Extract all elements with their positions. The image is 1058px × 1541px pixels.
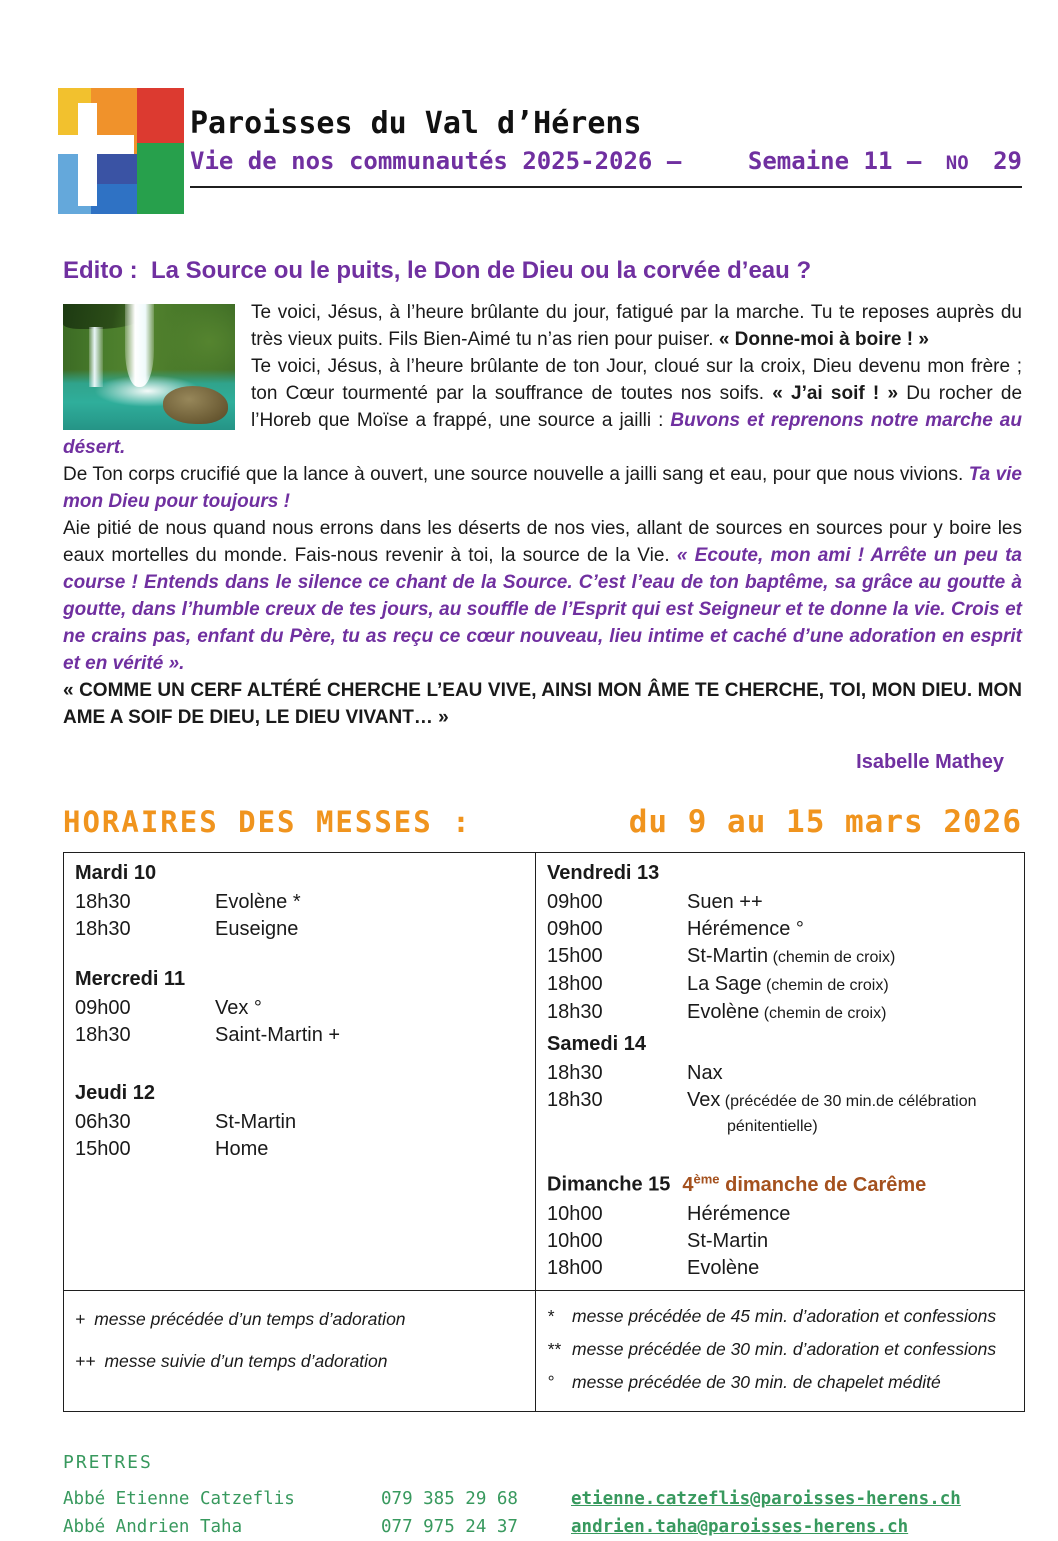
- mass-schedule-table: [63, 852, 1025, 1412]
- mass-place-name: Hérémence °: [687, 918, 804, 940]
- subtitle-week: Semaine 11 –: [747, 147, 922, 175]
- day-block: [547, 859, 1016, 1027]
- schedule-column-left: [64, 853, 536, 1290]
- mass-row: [75, 1022, 527, 1049]
- author-signature: Isabelle Mathey: [856, 751, 1004, 773]
- mass-place: [687, 889, 763, 916]
- mass-schedule-header: [63, 804, 1022, 840]
- mass-place-name: Vex °: [215, 997, 262, 1019]
- edito-text-segment: Buvons et reprenons notre marche au désert.: [63, 410, 1022, 458]
- mass-note: (chemin de croix): [761, 977, 889, 994]
- edito-body: [63, 299, 1022, 731]
- priest-name: Abbé Andrien Taha: [63, 1516, 243, 1537]
- priest-name: Abbé Etienne Catzeflis: [63, 1488, 295, 1509]
- day-block: [547, 1164, 1016, 1282]
- mass-place-name: La Sage: [687, 973, 762, 995]
- mass-schedule-section: [0, 804, 1058, 1412]
- edito-paragraph: [63, 461, 1022, 515]
- mass-place: [215, 995, 262, 1022]
- logo-segment-blue: [91, 184, 138, 214]
- mass-time: 18h30: [75, 891, 131, 913]
- mass-time: 09h00: [547, 918, 603, 940]
- mass-row: [547, 999, 1016, 1027]
- edito-text-segment: « COMME UN CERF ALTÉRÉ CHERCHE L’EAU VIVE, AINSI MON ÂME TE CHERCHE, TOI, MON DIEU. MON AME A SOIF DE DIEU, LE DIEU VIVANT… »: [63, 680, 1022, 728]
- mass-place-name: Evolène: [687, 1256, 760, 1279]
- mass-row: [547, 1228, 1016, 1255]
- mass-time: 15h00: [547, 945, 603, 967]
- mass-place: [687, 943, 895, 971]
- mass-place-name: St-Martin: [687, 945, 769, 967]
- edito-paragraph: [63, 515, 1022, 677]
- mass-row: [75, 995, 527, 1022]
- priest-email-link[interactable]: andrien.taha@paroisses-herens.ch: [571, 1516, 909, 1537]
- footnote: [75, 1349, 527, 1373]
- mass-time: 10h00: [547, 1229, 603, 1252]
- day-label: Vendredi 13: [547, 862, 660, 884]
- mass-place: [687, 1255, 759, 1282]
- mass-time: 18h30: [547, 1001, 603, 1023]
- newsletter-subtitle: [190, 147, 1022, 177]
- edito-text-segment: « Donne-moi à boire ! »: [718, 329, 929, 350]
- footnote-text: messe précédée de 30 min. d’adoration et confessions: [572, 1338, 997, 1359]
- mass-place: [687, 1060, 723, 1087]
- mass-note: (précédée de 30 min.de célébration: [720, 1093, 977, 1110]
- mass-place: [215, 916, 298, 943]
- mass-place-name: Evolène: [687, 1001, 760, 1023]
- mass-place-name: Euseigne: [215, 918, 299, 940]
- day-label: Dimanche 15: [547, 1173, 671, 1196]
- mass-row: [75, 1109, 527, 1136]
- footnote-text: messe précédée de 45 min. d’adoration et confessions: [572, 1305, 997, 1326]
- priest-row: [63, 1513, 1022, 1541]
- edito-text-segment: Aie pitié de nous quand nous errons dans les déserts de nos vies, allant de sources en sources pour y boire les eaux mortelles du monde. Fais-nous revenir à toi, la source de la Vie.: [63, 518, 1022, 566]
- mass-place: [687, 916, 804, 943]
- day-label-row: [75, 859, 527, 889]
- day-block: [75, 859, 527, 943]
- mass-place-name: Suen ++: [687, 891, 763, 913]
- waterfall-photo: [63, 304, 235, 430]
- mass-place-name: Evolène *: [215, 891, 301, 913]
- cross-icon: [78, 103, 97, 206]
- mass-row: [547, 916, 1016, 943]
- footnote-symbol: ++: [75, 1350, 96, 1371]
- logo-segment-red: [137, 88, 184, 143]
- mass-place: [687, 1087, 977, 1139]
- header-text-block: [190, 88, 1022, 188]
- cross-icon: [58, 135, 134, 154]
- mass-row: [547, 1060, 1016, 1087]
- edito-text-segment: Ta vie mon Dieu pour toujours !: [63, 464, 1022, 512]
- footnote-symbol: **: [547, 1338, 561, 1359]
- mass-time: 09h00: [75, 997, 131, 1019]
- mass-time: 15h00: [75, 1138, 131, 1160]
- priest-row: [63, 1485, 1022, 1513]
- edito-text-segment: Te voici, Jésus, à l’heure brûlante du jour, fatigué par la marche. Tu te reposes auprès du très vieux puits. Fils Bien-Aimé tu n’as rien pour puiser.: [251, 302, 1022, 350]
- mass-place: [215, 889, 301, 916]
- subtitle-no-label: NO: [945, 152, 969, 174]
- mass-time: 18h00: [547, 973, 603, 995]
- mass-time: 18h30: [75, 918, 131, 940]
- edito-text-segment: De Ton corps crucifié que la lance à ouvert, une source nouvelle a jailli sang et eau, pour que nous vivions.: [63, 464, 969, 485]
- mass-row: [547, 971, 1016, 999]
- mass-time: 18h30: [547, 1062, 603, 1084]
- day-label: Jeudi 12: [75, 1082, 156, 1104]
- edito-text-segment: Du rocher de l’Horeb que Moïse a frappé, une source a jailli :: [251, 383, 1023, 431]
- priests-section: [63, 1452, 1022, 1541]
- subtitle-edition: Vie de nos communautés 2025-2026 –: [190, 147, 682, 175]
- mass-time: 18h30: [547, 1089, 603, 1111]
- mass-place-name: Nax: [687, 1062, 723, 1084]
- mass-note: (chemin de croix): [759, 1005, 887, 1022]
- schedule-column-right: [536, 853, 1024, 1290]
- mass-row: [547, 943, 1016, 971]
- mass-note: (chemin de croix): [768, 949, 896, 966]
- mass-place: [687, 971, 889, 999]
- day-label-row: [75, 1079, 527, 1109]
- edito-paragraph: [63, 677, 1022, 731]
- mass-place-name: Saint-Martin +: [215, 1024, 341, 1046]
- mass-place: [215, 1109, 296, 1136]
- mass-time: 06h30: [75, 1111, 131, 1133]
- footnote: [547, 1304, 1016, 1328]
- footnote-text: messe précédée d’un temps d’adoration: [94, 1308, 406, 1329]
- edito-text-segment: Te voici, Jésus, à l’heure brûlante de ton Jour, cloué sur la croix, Dieu devenu mon frère ; ton Cœur tourmenté par la souffrance de toutes nos soifs.: [251, 356, 1022, 404]
- mass-row: [75, 916, 527, 943]
- mass-schedule-title: HORAIRES DES MESSES :: [63, 805, 472, 839]
- edito-text-segment: « J’ai soif ! »: [772, 383, 899, 404]
- mass-place-name: St-Martin: [687, 1229, 769, 1252]
- edito-text-segment: « Ecoute, mon ami ! Arrête un peu ta course ! Entends dans le silence ce chant de la Source. C’est l’eau de ton baptême, sa grâce au goutte à goutte, dans l’humble creux de tes jours, au souffle de l’Esprit qui est Seigneur et te donne la vie. Crois et ne crains pas, enfant du Père, tu as reçu ce cœur nouveau, lieu intime et caché d’une adoration en esprit et en vérité ».: [63, 545, 1022, 674]
- day-label: Samedi 14: [547, 1033, 646, 1055]
- footnote-symbol: °: [547, 1371, 554, 1392]
- mass-place: [687, 999, 886, 1027]
- priests-heading: PRETRES: [63, 1451, 153, 1473]
- footnote: [547, 1337, 1016, 1361]
- mass-row: [547, 1255, 1016, 1282]
- subtitle-week-number: [748, 147, 1022, 177]
- page-title: Paroisses du Val d’Hérens: [190, 106, 642, 141]
- parish-logo: [58, 88, 184, 214]
- footnotes-left: [64, 1290, 536, 1411]
- mass-time: 18h30: [75, 1024, 131, 1046]
- mass-time: 10h00: [547, 1202, 603, 1225]
- mass-schedule-date-range: du 9 au 15 mars 2026: [628, 804, 1022, 840]
- mass-row: [547, 889, 1016, 916]
- day-block: [547, 1030, 1016, 1139]
- mass-note-line2: pénitentielle): [727, 1118, 818, 1135]
- footnote-text: messe précédée de 30 min. de chapelet médité: [572, 1371, 941, 1392]
- day-label: Mardi 10: [75, 862, 157, 884]
- day-label-row: [547, 1030, 1016, 1060]
- mass-place-name: Home: [215, 1138, 269, 1160]
- mass-place: [687, 1201, 790, 1228]
- mass-place-name: Vex: [687, 1089, 721, 1111]
- priest-phone: 077 975 24 37: [381, 1516, 518, 1537]
- mass-place-name: Hérémence: [687, 1202, 791, 1225]
- edito-heading: Edito : La Source ou le puits, le Don de Dieu ou la corvée d’eau ?: [63, 257, 812, 284]
- mass-place-name: St-Martin: [215, 1111, 297, 1133]
- subtitle-issue-number: 29: [993, 147, 1022, 175]
- waterfall-rock: [163, 386, 228, 424]
- mass-place: [215, 1136, 268, 1163]
- footnote: [547, 1370, 1016, 1394]
- logo-segment-indigo: [91, 154, 138, 184]
- footnote-symbol: *: [547, 1305, 554, 1326]
- day-block: [75, 965, 527, 1049]
- logo-segment-green: [137, 143, 184, 214]
- mass-time: 09h00: [547, 891, 603, 913]
- mass-place: [215, 1022, 340, 1049]
- footnote-text: messe suivie d’un temps d’adoration: [104, 1350, 388, 1371]
- header: [0, 0, 1058, 214]
- mass-place: [687, 1228, 768, 1255]
- edito-section: [0, 256, 1058, 774]
- day-label-row: [75, 965, 527, 995]
- mass-row: [75, 889, 527, 916]
- day-label-row: [547, 859, 1016, 889]
- priests-list: [63, 1485, 1022, 1541]
- mass-row: [547, 1201, 1016, 1228]
- priest-phone: 079 385 29 68: [381, 1488, 518, 1509]
- mass-time: 18h00: [547, 1256, 603, 1279]
- footnotes-right: [536, 1290, 1024, 1411]
- footnote-symbol: +: [75, 1308, 86, 1329]
- day-label: Mercredi 11: [75, 968, 186, 990]
- mass-row: [547, 1087, 1016, 1139]
- footnote: [75, 1307, 527, 1331]
- priest-email-link[interactable]: etienne.catzeflis@paroisses-herens.ch: [571, 1488, 961, 1509]
- day-extra-label: 4ème dimanche de Carême: [682, 1171, 927, 1196]
- day-block: [75, 1079, 527, 1163]
- mass-row: [75, 1136, 527, 1163]
- day-label-row: [547, 1164, 1016, 1201]
